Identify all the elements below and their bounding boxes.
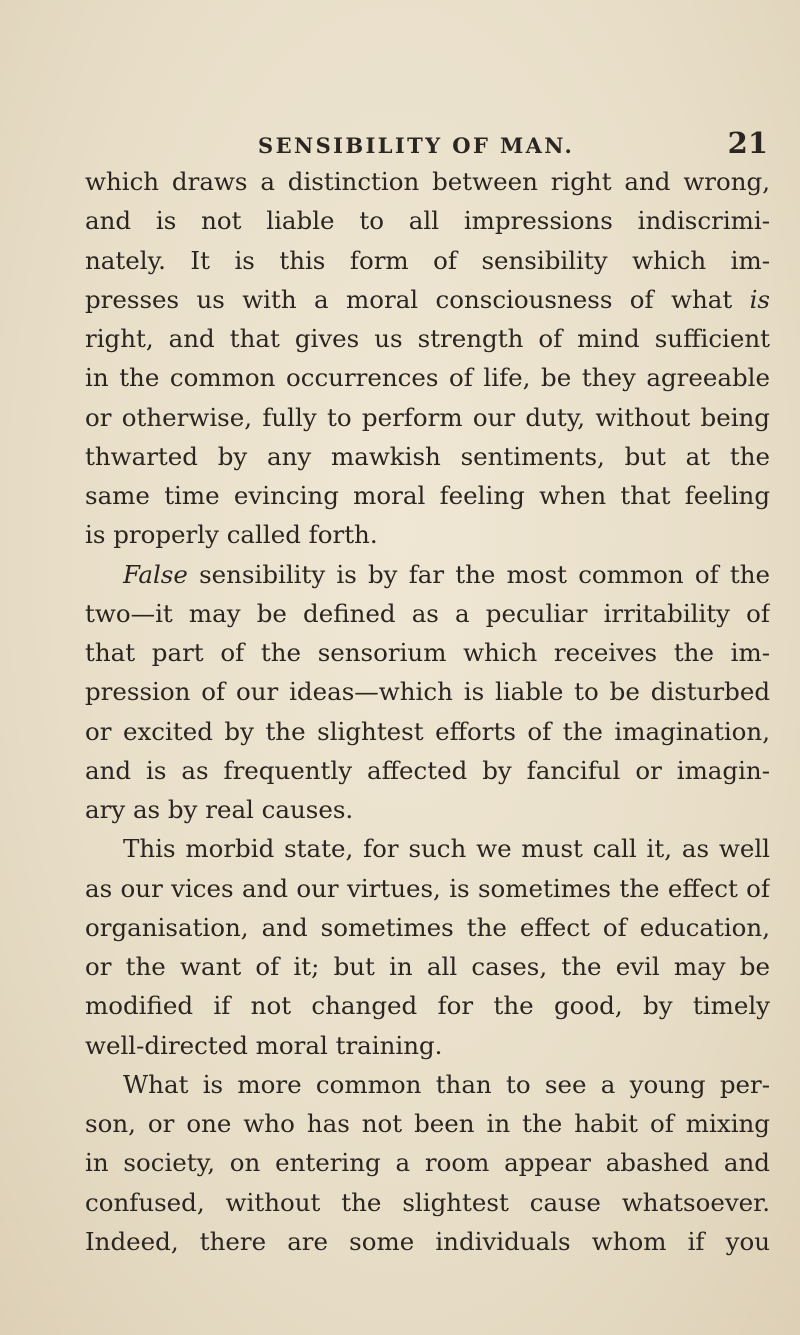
running-head (258, 123, 768, 163)
text-line-5: right, and that gives us strength of mind sufficient (85, 324, 770, 353)
text-line-2: and is not liable to all impressions indiscrimi- (85, 206, 770, 236)
text-line-9: same time evincing moral feeling when that feeling (85, 481, 770, 510)
body-text (85, 162, 770, 1261)
text-line-16: and is as frequently affected by fanciful or imagin- (85, 755, 770, 785)
text-line-23: well-directed moral training. (85, 1030, 443, 1060)
text-line-27: confused, without the slightest cause whatsoever. (85, 1187, 770, 1217)
italic-is: is (749, 284, 770, 314)
text-line-11 (85, 555, 770, 594)
text-line-1: which draws a distinction between right and wrong, (85, 167, 770, 196)
text-line-4-main: presses us with a moral consciousness of what (85, 284, 733, 314)
text-line-28: Indeed, there are some individuals whom if you (85, 1226, 770, 1256)
text-line-25: son, or one who has not been in the habit of mixing (85, 1109, 770, 1138)
text-line-17: ary as by real causes. (85, 795, 354, 824)
text-line-18: This morbid state, for such we must call it, as well (123, 834, 770, 864)
text-line-7: or otherwise, fully to perform our duty, without being (85, 402, 770, 432)
running-title: SENSIBILITY OF MAN. (258, 133, 575, 158)
text-line-12: two—it may be defined as a peculiar irritability of (85, 598, 770, 628)
italic-false: False (123, 559, 188, 589)
text-line-4 (85, 280, 770, 319)
text-line-26: in society, on entering a room appear abashed and (85, 1148, 770, 1178)
text-line-13: that part of the sensorium which receives the im- (85, 638, 770, 667)
text-line-8: thwarted by any mawkish sentiments, but at the (85, 441, 770, 471)
text-line-15: or excited by the slightest efforts of the imagination, (85, 716, 770, 746)
page-number: 21 (727, 126, 768, 160)
text-line-10: is properly called forth. (85, 520, 378, 550)
text-line-11-main: sensibility is by far the most common of the (199, 559, 770, 589)
text-line-3: nately. It is this form of sensibility which im- (85, 245, 770, 275)
text-line-24: What is more common than to see a young per- (123, 1069, 770, 1099)
text-line-21: or the want of it; but in all cases, the evil may be (85, 952, 770, 981)
text-line-20: organisation, and sometimes the effect of education, (85, 912, 770, 942)
text-line-22: modified if not changed for the good, by timely (85, 991, 770, 1021)
text-line-19: as our vices and our virtues, is sometimes the effect of (85, 873, 770, 903)
text-line-6: in the common occurrences of life, be they agreeable (85, 363, 770, 393)
text-line-14: pression of our ideas—which is liable to be disturbed (85, 677, 770, 707)
